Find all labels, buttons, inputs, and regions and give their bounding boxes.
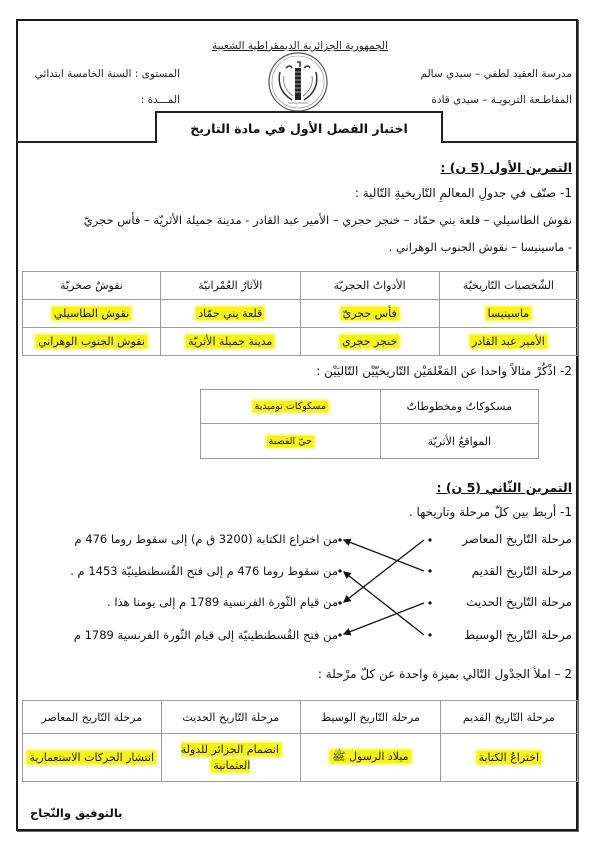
table-cell	[23, 734, 162, 782]
table-label-cell: المواقعُ الأثريّة	[380, 424, 538, 459]
table-cell	[301, 734, 441, 782]
table-header-cell: مرحلة التّاريخ القديم	[440, 701, 577, 734]
period-item: مرحلة التّاريخ المعاصر	[462, 532, 572, 546]
table-header-cell: الأدواتُ الحجريّة	[300, 272, 439, 300]
country-heading: الجمهورية الجزائرية الديمقراطية الشعبية	[211, 40, 389, 52]
table-header-cell: مرحلة التّاريخ الحديث	[161, 701, 301, 734]
period-item: مرحلة التّاريخ الحديث	[466, 595, 572, 609]
table-header-cell: الشّخصيات التّاريخيّة	[439, 272, 577, 300]
exam-title: اختبار الفصل الأول في مادة التاريخ	[155, 111, 443, 143]
answer-highlight: حيّ القصبة	[268, 435, 313, 447]
answer-highlight: خنجر حجري	[341, 335, 398, 348]
answer-highlight: الأمير عبد القادر	[472, 335, 545, 348]
answer-highlight: نقوش الطاسيلي	[53, 307, 130, 320]
table-header-cell: نقوشٌ صخريّة	[23, 272, 161, 300]
date-item: من سقوط روما 476 م إلى فتح القُسطنطينيّة 1453 م .	[70, 564, 338, 578]
period-item: مرحلة التّاريخ القديم	[471, 564, 572, 578]
date-item: من اختراع الكتابة (3200 ق م) إلى سقوط روما 476 م	[74, 532, 338, 546]
school-district: المقاطـعة التربويـة – سيدي قادة	[431, 94, 572, 106]
school-name: مدرسة العقيد لطفي – سيدي سالم	[420, 68, 572, 80]
answer-highlight: قلعة بني حمّاد	[198, 307, 263, 320]
table-header-cell: الآثارُ العُمْرانيّة	[161, 272, 301, 300]
answer-highlight: ماسينيسا	[487, 307, 530, 320]
answer-highlight: مدينة جميلة الأثريّة	[188, 335, 273, 348]
answer-highlight: انضمام الجزائر للدولة العثمانية	[180, 742, 279, 772]
date-item: من فتح القُسطنطينيّة إلى قيام الثّورة الفرنسية 1789 م	[73, 628, 338, 642]
period-item: مرحلة التّاريخ الوسيط	[464, 628, 572, 642]
exercise2-q2-prompt: 2 – املأ الجدْول التّالي بميزة واحدة عن كلّ مرْحلة :	[317, 667, 572, 681]
answer-highlight: نقوش الجنوب الوهراني	[38, 335, 145, 348]
table-header-cell: مرحلة التّاريخ الوسيط	[301, 701, 441, 734]
exercise1-q1-prompt: 1- صنّف في جدولِ المعالمِ التّاريخيةِ التّالية :	[354, 186, 572, 200]
date-item: من قيام الثّورة الفرنسية 1789 م إلى يومنا هذا .	[107, 595, 338, 609]
exercise2-title: التمرين الثّاني (5 ن) :	[436, 480, 572, 495]
answer-highlight: مسكوكات نوميدية	[254, 401, 326, 412]
table-row	[23, 734, 578, 782]
exercise1-items-line2: - ماسينيسا – نقوش الجنوب الوهراني .	[388, 240, 572, 254]
grade-level: المستوى : السنة الخامسة ابتدائي	[34, 68, 180, 80]
exercise1-items-line1: نقوش الطاسيلي – قلعة بني حمّاد – خنجر حجري – الأمير عبد القادر - مدينة جميلة الأثريّة – فأس حجريّ	[83, 213, 572, 227]
table-header-cell: مرحلة التّاريخ المعاصر	[23, 701, 162, 734]
table-label-cell: مسكوكاتٌ ومخطوطاتٌ	[380, 390, 538, 424]
exercise2-q1-prompt: 1- أربط بين كلّ مرحلة وتاريخها .	[408, 505, 572, 519]
answer-highlight: فأس حجريّ	[342, 307, 397, 320]
answer-highlight: ميلاد الرسول ﷺ	[332, 749, 409, 763]
exercise1-title: التمرين الأول (5 ن) :	[440, 160, 572, 175]
answer-highlight: اختراعُ الكتابة	[478, 751, 540, 764]
closing-message: بالتوفيق والنّجاح	[30, 806, 123, 820]
table-header-row	[23, 701, 578, 734]
exercise1-q2-prompt: 2- اذْكُرْ مثالاً واحدا عن المَعْلمَيْن التّاريخيّيْن التّاليَيْن :	[316, 364, 572, 378]
answer-highlight: انتشار الحركات الاستعمارية	[29, 750, 155, 764]
exam-duration: المـــدة :	[140, 94, 180, 106]
table-cell	[161, 734, 301, 782]
periods-features-table	[22, 700, 578, 782]
table-cell	[440, 734, 577, 782]
